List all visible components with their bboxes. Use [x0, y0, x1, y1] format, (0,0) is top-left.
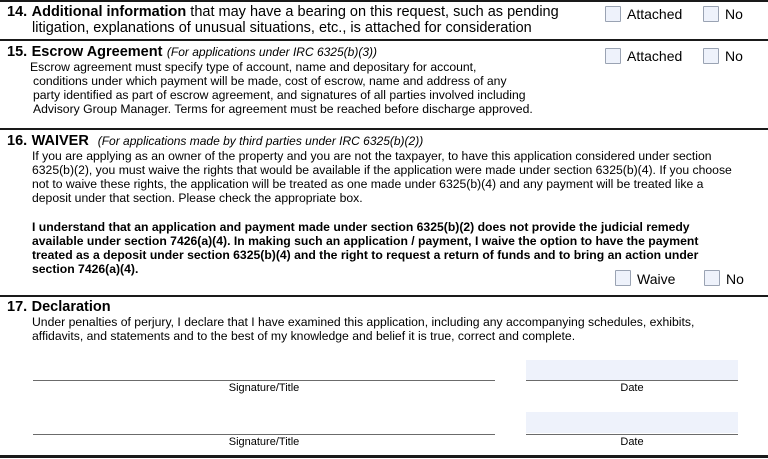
- section-17-heading: [7, 298, 111, 316]
- waiver-text-line: not to waive these rights, the application will be treated as one made under 6325(b)(4) and any payment will be treated like a: [32, 177, 704, 191]
- section-15-heading: [7, 43, 377, 61]
- declaration-text-line: Under penalties of perjury, I declare that I have examined this application, including any accompanying schedules, exhibits,: [32, 315, 695, 329]
- no-checkbox[interactable]: [704, 270, 720, 286]
- escrow-text-line: Escrow agreement must specify type of account, name and depositary for account,: [30, 60, 477, 74]
- signature-line[interactable]: [33, 380, 495, 381]
- section-title: Escrow Agreement: [31, 44, 163, 60]
- divider: [0, 128, 768, 130]
- waiver-acknowledgement-line: available under section 7426(a)(4). In making such an application / payment, I waive the option to have the payment: [32, 234, 699, 248]
- attached-label: Attached: [627, 6, 683, 22]
- waiver-text-line: If you are applying as an owner of the property and you are not the taxpayer, to have this application considered under section: [32, 149, 712, 163]
- signature-title-label: Signature/Title: [228, 382, 300, 394]
- waiver-acknowledgement-line: section 7426(a)(4).: [32, 262, 139, 276]
- date-label: Date: [620, 436, 644, 448]
- section-note: (For applications made by third parties under IRC 6325(b)(2)): [97, 134, 424, 148]
- date-line: [526, 380, 738, 381]
- escrow-text-line: party identified as part of escrow agreement, and signatures of all parties involved including: [33, 88, 526, 102]
- waive-checkbox[interactable]: [615, 270, 631, 286]
- section-title: Additional information: [31, 4, 187, 20]
- attached-checkbox[interactable]: [605, 6, 621, 22]
- waiver-acknowledgement-line: I understand that an application and payment made under section 6325(b)(2) does not provide the judicial remedy: [32, 220, 690, 234]
- section-number: 17.: [7, 299, 28, 315]
- date-label: Date: [620, 382, 644, 394]
- no-label: No: [725, 6, 743, 22]
- declaration-text-line: affidavits, and statements and to the best of my knowledge and belief it is true, correct and complete.: [32, 329, 576, 343]
- section-title: Declaration: [31, 299, 111, 315]
- section-14-heading: [7, 3, 559, 21]
- signature-line[interactable]: [33, 434, 495, 435]
- divider: [0, 39, 768, 41]
- attached-label: Attached: [627, 48, 683, 64]
- no-checkbox[interactable]: [703, 6, 719, 22]
- signature-title-label: Signature/Title: [228, 436, 300, 448]
- date-line: [526, 434, 738, 435]
- escrow-text-line: conditions under which payment will be made, cost of escrow, name and address of any: [33, 74, 507, 88]
- section-note: (For applications under IRC 6325(b)(3)): [166, 45, 377, 59]
- date-field[interactable]: [526, 412, 738, 433]
- waiver-text-line: 6325(b)(2), you must waive the rights that would be available if the application were made under section 6325(b)(4). If you choose: [32, 163, 732, 177]
- no-label: No: [726, 271, 744, 287]
- waiver-acknowledgement-line: treated as a deposit under section 6325(b)(4) and the right to request a return of funds and to bring an action under: [32, 248, 699, 262]
- section-number: 14.: [7, 4, 28, 20]
- top-divider: [0, 0, 768, 2]
- bottom-divider: [0, 455, 768, 458]
- attached-checkbox[interactable]: [605, 48, 621, 64]
- section-14-line2: litigation, explanations of unusual situations, etc., is attached for consideration: [32, 20, 532, 36]
- waive-label: Waive: [637, 271, 676, 287]
- no-checkbox[interactable]: [703, 48, 719, 64]
- divider: [0, 295, 768, 297]
- section-16-heading: [7, 132, 423, 150]
- date-field[interactable]: [526, 360, 738, 380]
- no-label: No: [725, 48, 743, 64]
- waiver-text-line: deposit under that section. Please check the appropriate box.: [32, 191, 363, 205]
- section-number: 15.: [7, 44, 28, 60]
- section-number: 16.: [7, 133, 28, 149]
- escrow-text-line: Advisory Group Manager. Terms for agreement must be reached before discharge approved.: [33, 102, 533, 116]
- section-14-line1: that may have a bearing on this request, such as pending: [186, 4, 559, 20]
- section-title: WAIVER: [31, 133, 89, 149]
